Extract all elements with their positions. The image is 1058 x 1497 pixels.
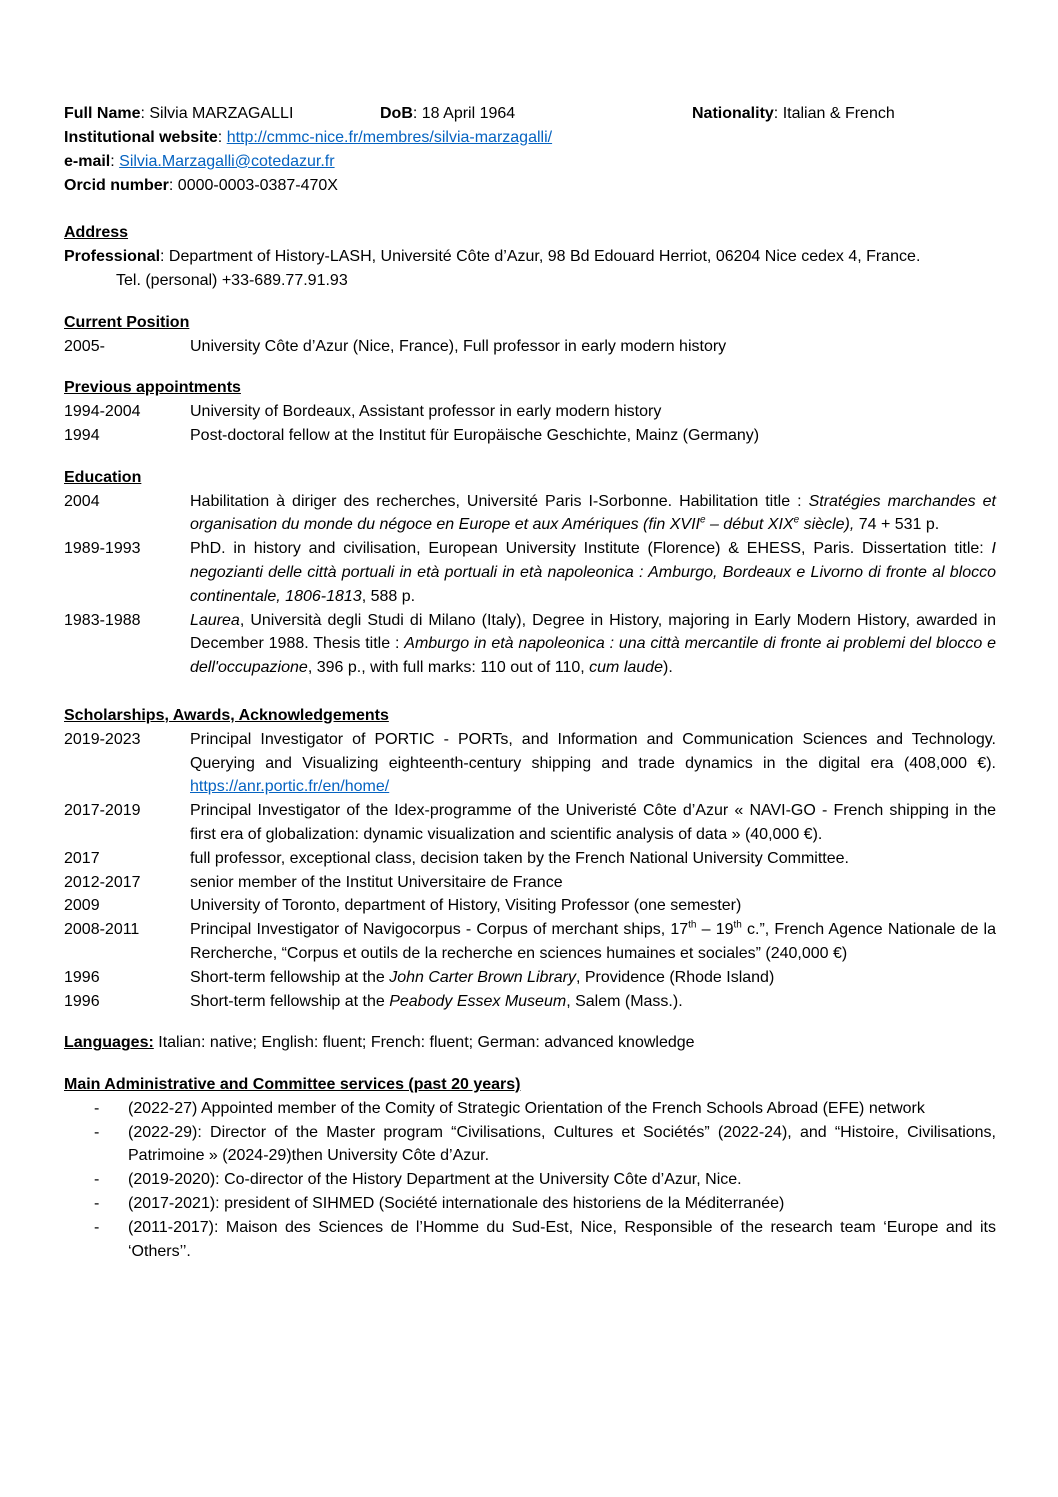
current-position-heading: Current Position: [64, 313, 190, 331]
entry-text: Principal Investigator of Navigocorpus - Corpus of merchant ships, 17th – 19th c.”, French Agence Nationale de la Rercherche, “Corpus et outils de la recherche en sciences humaines et sociales” (240,000 €): [190, 919, 997, 962]
email-link[interactable]: Silvia.Marzagalli@cotedazur.fr: [119, 152, 335, 170]
entry-year: 1994: [64, 426, 100, 444]
languages-label: Languages:: [64, 1034, 154, 1052]
current-position-row: [64, 335, 996, 359]
entry-year: 2009: [64, 897, 100, 915]
education-row: [64, 609, 996, 680]
entry-year: 2005-: [64, 337, 105, 355]
entry-year: 2019-2023: [64, 730, 141, 748]
list-item: - (2011-2017): Maison des Sciences de l’Homme du Sud-Est, Nice, Responsible of the research team ‘Europe and its ‘Others’’.: [94, 1218, 996, 1260]
entry-year: 2017: [64, 849, 100, 867]
education-row: [64, 537, 996, 608]
previous-row: [64, 424, 996, 448]
address-heading: Address: [64, 224, 129, 242]
admin-heading: Main Administrative and Committee services (past 20 years): [64, 1076, 521, 1094]
list-item: - (2022-27) Appointed member of the Comity of Strategic Orientation of the French Schools Abroad (EFE) network: [94, 1099, 925, 1117]
orcid-number: 0000-0003-0387-470X: [177, 176, 338, 194]
cv-page: [64, 102, 996, 1263]
nationality-label: Nationality: [692, 105, 774, 122]
scholarship-row: [64, 894, 996, 918]
entry-year: 2004: [64, 492, 100, 510]
entry-text: University of Bordeaux, Assistant professor in early modern history: [190, 403, 662, 421]
professional-address: Department of History-LASH, Université Côte d’Azur, 98 Bd Edouard Herriot, 06204 Nice cedex 4, France.: [168, 248, 921, 266]
entry-text: University Côte d’Azur (Nice, France), Full professor in early modern history: [190, 337, 727, 355]
dob: 18 April 1964: [421, 105, 516, 122]
scholarship-row: [64, 990, 996, 1014]
entry-year: 1996: [64, 968, 100, 986]
scholarship-row: [64, 728, 996, 799]
entry-text: Short-term fellowship at the Peabody Essex Museum, Salem (Mass.).: [190, 992, 683, 1010]
name-line: Full Name: Silvia MARZAGALLI DoB: 18 April 1964 Nationality: Italian & French: [64, 105, 895, 122]
list-item: - (2017-2021): president of SIHMED (Société internationale des historiens de la Méditerranée): [94, 1195, 785, 1213]
entry-text: University of Toronto, department of History, Visiting Professor (one semester): [190, 897, 742, 915]
entry-text: Principal Investigator of the Idex-programme of the Univeristé Côte d’Azur « NAVI-GO - French shipping in the first era of globalization: dynamic visualization and scientific analysis of data » (40,000 €).: [190, 802, 996, 843]
languages-text: Italian: native; English: fluent; French: fluent; German: advanced knowledge: [153, 1034, 695, 1052]
entry-text: Post-doctoral fellow at the Institut für Europäische Geschichte, Mainz (Germany): [190, 426, 760, 444]
entry-year: 2008-2011: [64, 921, 140, 939]
scholarships-heading: Scholarships, Awards, Acknowledgements: [64, 706, 389, 724]
address-tel: Tel. (personal) +33-689.77.91.93: [116, 271, 348, 289]
email-label: e-mail: [64, 152, 111, 170]
entry-year: 1994-2004: [64, 403, 141, 421]
dob-label: DoB: [380, 105, 413, 122]
scholarship-row: [64, 918, 996, 966]
full-name: Silvia MARZAGALLI: [149, 105, 294, 122]
education-row: [64, 490, 996, 538]
entry-text: Short-term fellowship at the John Carter Brown Library, Providence (Rhode Island): [190, 968, 775, 986]
entry-text: senior member of the Institut Universitaire de France: [190, 873, 563, 891]
list-item: - (2019-2020): Co-director of the History Department at the University Côte d’Azur, Nice.: [94, 1171, 742, 1189]
website-link[interactable]: http://cmmc-nice.fr/membres/silvia-marzagalli/: [226, 129, 553, 146]
entry-text: Laurea, Università degli Studi di Milano (Italy), Degree in History, majoring in Early Modern History, awarded in December 1988. Thesis title : Amburgo in età napoleonica : una città mercantile di fronte ai problemi del blocco e dell'occupazione, 396 p., with full marks: 110 out of 110, cum laude).: [190, 611, 997, 677]
list-item: - (2022-29): Director of the Master program “Civilisations, Cultures et Sociétés” (2022-24), and “Histoire, Civilisations, Patrimoine » (2024-29)then University Côte d’Azur.: [94, 1123, 996, 1165]
scholarship-row: [64, 966, 996, 990]
orcid-line: Orcid number: 0000-0003-0387-470X: [64, 176, 338, 194]
orcid-label: Orcid number: [64, 176, 169, 194]
entry-text: Habilitation à diriger des recherches, Université Paris I-Sorbonne. Habilitation title : Stratégies marchandes et organisation du monde du négoce en Europe et aux Amériques (fin XVIIe – début XIXe siècle), 74 + 531 p.: [190, 492, 997, 534]
scholarship-row: [64, 799, 996, 847]
entry-year: 1989-1993: [64, 540, 141, 558]
entry-year: 1996: [64, 992, 100, 1010]
previous-row: [64, 400, 996, 424]
professional-label: Professional: [64, 248, 161, 266]
previous-appointments-heading: Previous appointments: [64, 379, 241, 397]
address-professional: Professional: Department of History-LASH, Université Côte d’Azur, 98 Bd Edouard Herriot, 06204 Nice cedex 4, France.: [64, 248, 921, 266]
scholarship-row: [64, 847, 996, 871]
entry-text: Principal Investigator of PORTIC - PORTs, and Information and Communication Sciences and Technology. Querying and Visualizing eighteenth-century shipping and trade dynamics in the digital era (408,000 €). https://anr.portic.fr/en/home/: [190, 730, 996, 796]
entry-year: 2017-2019: [64, 802, 141, 820]
website-label: Institutional website: [64, 129, 218, 146]
nationality: Italian & French: [782, 105, 895, 122]
website-line: Institutional website: http://cmmc-nice.fr/membres/silvia-marzagalli/: [64, 129, 553, 146]
entry-year: 2012-2017: [64, 873, 141, 891]
email-line: e-mail: Silvia.Marzagalli@cotedazur.fr: [64, 152, 335, 170]
entry-text: PhD. in history and civilisation, European University Institute (Florence) & EHESS, Paris. Dissertation title: I negozianti delle città portuali in età portuali in età napoleonica : Amburgo, Bordeaux e Livorno di fronte al blocco continentale, 1806-1813, 588 p.: [190, 540, 996, 605]
scholarship-row: [64, 871, 996, 895]
full-name-label: Full Name: [64, 105, 141, 122]
entry-text: full professor, exceptional class, decision taken by the French National University Committee.: [190, 849, 849, 867]
entry-year: 1983-1988: [64, 611, 141, 629]
portic-link[interactable]: https://anr.portic.fr/en/home/: [190, 778, 390, 796]
education-heading: Education: [64, 468, 142, 486]
languages-line: [64, 1031, 996, 1055]
